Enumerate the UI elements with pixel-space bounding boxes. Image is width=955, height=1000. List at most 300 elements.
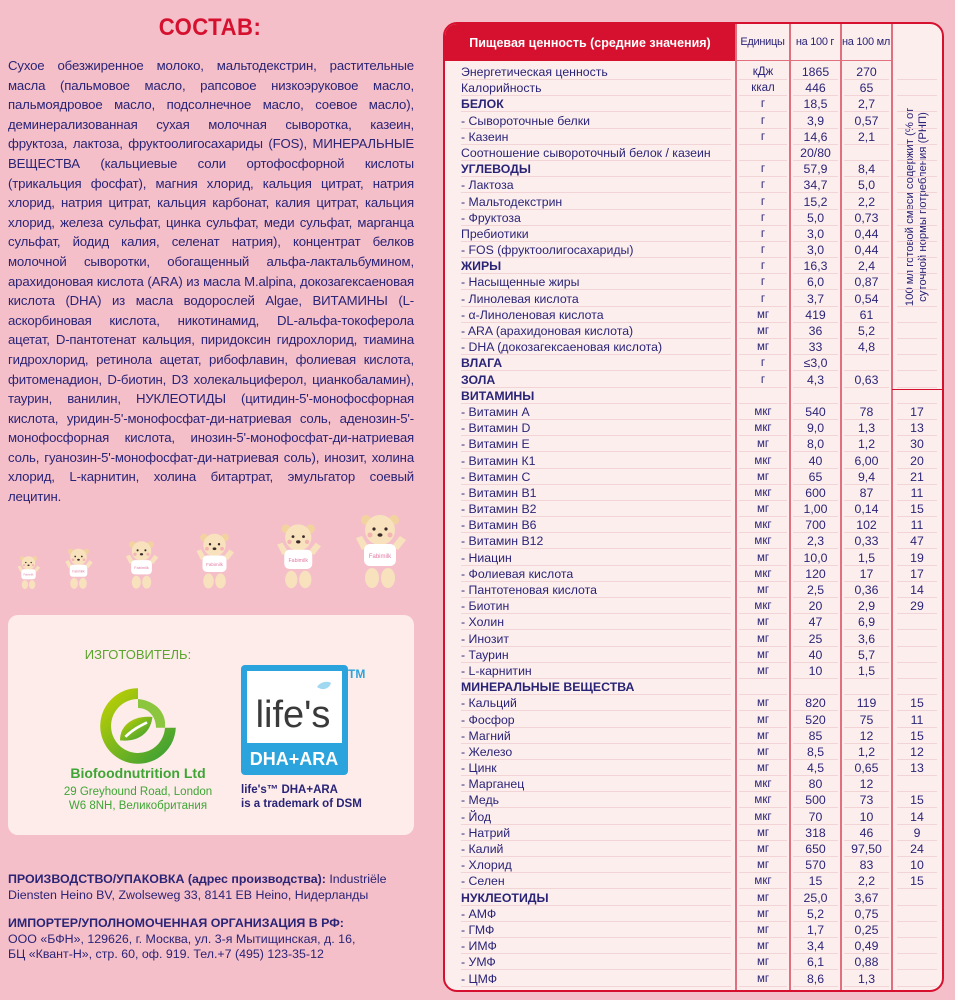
nutrient-name: - Цинк bbox=[461, 760, 731, 776]
rnp-cell bbox=[897, 161, 937, 177]
nutrition-row bbox=[445, 485, 942, 501]
per-100g-cell: 6,0 bbox=[793, 274, 838, 290]
per-100ml-cell: 3,67 bbox=[844, 890, 889, 906]
per-100g-cell: 20/80 bbox=[793, 145, 838, 161]
rnp-cell bbox=[897, 954, 937, 970]
unit-cell: мкг bbox=[739, 776, 787, 792]
per-100g-cell: 25,0 bbox=[793, 890, 838, 906]
per-100ml-cell: 1,3 bbox=[844, 971, 889, 987]
unit-cell: мкг bbox=[739, 404, 787, 420]
lifes-caption-line2: is a trademark of DSM bbox=[241, 798, 362, 810]
per-100ml-cell: 1,5 bbox=[844, 550, 889, 566]
per-100ml-cell: 0,25 bbox=[844, 922, 889, 938]
per-100g-cell bbox=[793, 388, 838, 404]
nutrition-row bbox=[445, 420, 942, 436]
per-100ml-cell bbox=[844, 355, 889, 371]
nutrition-rows bbox=[445, 64, 942, 987]
per-100g-cell: 10,0 bbox=[793, 550, 838, 566]
per-100ml-cell: 0,44 bbox=[844, 226, 889, 242]
rnp-cell: 9 bbox=[897, 825, 937, 841]
teddy-bear-icon bbox=[62, 546, 95, 590]
nutrient-name: - ГМФ bbox=[461, 922, 731, 938]
importer-info bbox=[8, 916, 423, 963]
nutrient-name: - Ниацин bbox=[461, 550, 731, 566]
unit-cell: мг bbox=[739, 825, 787, 841]
per-100g-cell: 3,9 bbox=[793, 113, 838, 129]
nutrient-name: - Хлорид bbox=[461, 857, 731, 873]
unit-cell: мг bbox=[739, 307, 787, 323]
manufacturer-address bbox=[8, 785, 268, 813]
unit-cell: мг bbox=[739, 728, 787, 744]
per-100ml-cell: 2,9 bbox=[844, 598, 889, 614]
per-100g-cell: 5,0 bbox=[793, 210, 838, 226]
rnp-header-line: суточной нормы потребления (РНП) bbox=[917, 111, 929, 302]
nutrition-row bbox=[445, 938, 942, 954]
per-100ml-cell: 0,63 bbox=[844, 372, 889, 388]
unit-cell: мг bbox=[739, 906, 787, 922]
per-100g-cell: 2,3 bbox=[793, 533, 838, 549]
unit-cell: мкг bbox=[739, 533, 787, 549]
per-100ml-cell: 17 bbox=[844, 566, 889, 582]
per-100g-cell: 14,6 bbox=[793, 129, 838, 145]
nutrient-name: МИНЕРАЛЬНЫЕ ВЕЩЕСТВА bbox=[461, 679, 731, 695]
nutrition-row bbox=[445, 922, 942, 938]
nutrient-name: - ARA (арахидоновая кислота) bbox=[461, 323, 731, 339]
per-100g-cell: 36 bbox=[793, 323, 838, 339]
nutrition-row bbox=[445, 242, 942, 258]
nutrition-row bbox=[445, 776, 942, 792]
nutrient-name: - Витамин Е bbox=[461, 436, 731, 452]
unit-cell: мг bbox=[739, 712, 787, 728]
svg-text:Fabimilk: Fabimilk bbox=[368, 554, 392, 560]
bears-illustration bbox=[10, 495, 420, 590]
nutrient-name: - Витамин А bbox=[461, 404, 731, 420]
per-100ml-cell: 5,7 bbox=[844, 647, 889, 663]
per-100g-cell: 40 bbox=[793, 453, 838, 469]
nutrition-row bbox=[445, 404, 942, 420]
nutrition-row bbox=[445, 873, 942, 889]
per-100ml-cell: 97,50 bbox=[844, 841, 889, 857]
per-100ml-cell: 12 bbox=[844, 776, 889, 792]
per-100g-cell: 570 bbox=[793, 857, 838, 873]
unit-cell: мг bbox=[739, 954, 787, 970]
per-100g-cell: 33 bbox=[793, 339, 838, 355]
per-100ml-cell: 4,8 bbox=[844, 339, 889, 355]
nutrition-row bbox=[445, 161, 942, 177]
per-100g-cell: 4,3 bbox=[793, 372, 838, 388]
importer-line2: БЦ «Квант-Н», стр. 60, оф. 919. Тел.+7 (495) 123-35-12 bbox=[8, 947, 324, 961]
per-100g-cell: 57,9 bbox=[793, 161, 838, 177]
rnp-cell bbox=[897, 307, 937, 323]
rnp-cell bbox=[897, 323, 937, 339]
per-100ml-cell: 0,87 bbox=[844, 274, 889, 290]
nutrition-row bbox=[445, 372, 942, 388]
lifes-logo-subtext: DHA+ARA bbox=[249, 749, 339, 769]
rnp-cell: 15 bbox=[897, 695, 937, 711]
rnp-cell bbox=[897, 663, 937, 679]
nutrient-name: - Витамин К1 bbox=[461, 453, 731, 469]
per-100g-cell: 25 bbox=[793, 631, 838, 647]
unit-cell: мг bbox=[739, 631, 787, 647]
per-100ml-cell: 75 bbox=[844, 712, 889, 728]
rnp-cell: 14 bbox=[897, 582, 937, 598]
composition-text: Сухое обезжиренное молоко, мальтодекстрин, растительные масла (пальмовое масло, рапсовое низкоэруковое масло, пальмоядровое масло, подсолнечное масло, соевое масло), деминерализованная сухая молочная сыворотка, казеин, фруктоза, лактоза, фруктоолигосахариды (FOS), МИНЕРАЛЬНЫЕ ВЕЩЕСТВА (кальциевые соли ортофосфорной кислоты (трикальция фосфат), магния хлорид, кальция цитрат, натрия хлорид, натрия цитрат, кальция карбонат, калия цитрат, кальция хлорид, железа сульфат, цинка сульфат, меди сульфат, марганца сульфат, йодид калия, селенат натрия), концентрат белков молочной сыворотки, обогащенный альфа-лактальбумином, арахидоновая кислота (ARA) из масла M.alpina, докозагексаеновая кислота (DHA) из масла водорослей Algae, ВИТАМИНЫ (L-аскорбиновая кислота, никотинамид, DL-альфа-токоферола ацетат, D-пантотенат кальция, пиридоксин гидрохлорид, тиамина гидрохлорид, ретинола ацетат, рибофлавин, фолиевая кислота, фитоменадион, D-биотин, D3 холекальциферол, цианкобаламин), таурин, ванилин, НУКЛЕОТИДЫ (цитидин-5'-монофосфорная кислота, уридин-5'-монофосфат-ди-натриевая соль, аденозин-5'-монофосфорная кислота, инозин-5'-монофосфат-ди-натриевая соль, гуанозин-5'-монофосфат-ди-натриевая соль), инозит, холина хлорид, L-карнитин, холина битартрат, эмульгатор соевый лецитин. bbox=[8, 58, 414, 505]
per-100g-cell: 820 bbox=[793, 695, 838, 711]
per-100ml-cell: 0,65 bbox=[844, 760, 889, 776]
per-100g-cell: 3,0 bbox=[793, 242, 838, 258]
per-100ml-cell: 1,2 bbox=[844, 744, 889, 760]
nutrition-row bbox=[445, 841, 942, 857]
unit-cell: мг bbox=[739, 841, 787, 857]
unit-cell: мг bbox=[739, 760, 787, 776]
per-100g-cell: 3,0 bbox=[793, 226, 838, 242]
units-header: Единицы bbox=[736, 24, 789, 61]
nutrient-name: Пребиотики bbox=[461, 226, 731, 242]
nutrition-row bbox=[445, 436, 942, 452]
nutrition-row bbox=[445, 550, 942, 566]
rnp-cell bbox=[897, 226, 937, 242]
unit-cell: г bbox=[739, 113, 787, 129]
per-100g-cell: 10 bbox=[793, 663, 838, 679]
per-100ml-cell: 6,00 bbox=[844, 453, 889, 469]
nutrient-name: - Фолиевая кислота bbox=[461, 566, 731, 582]
per-100ml-cell: 87 bbox=[844, 485, 889, 501]
per-100ml-cell: 1,2 bbox=[844, 436, 889, 452]
nutrient-name: - Витамин В1 bbox=[461, 485, 731, 501]
unit-cell: мг bbox=[739, 501, 787, 517]
unit-cell: мг bbox=[739, 647, 787, 663]
manufacturer-name: Biofoodnutrition Ltd bbox=[70, 765, 206, 781]
unit-cell: мкг bbox=[739, 873, 787, 889]
rnp-cell bbox=[897, 631, 937, 647]
unit-cell: мг bbox=[739, 695, 787, 711]
per-100g-header: на 100 г bbox=[790, 24, 840, 61]
nutrient-name: Калорийность bbox=[461, 80, 731, 96]
per-100ml-cell: 10 bbox=[844, 809, 889, 825]
unit-cell: мкг bbox=[739, 809, 787, 825]
unit-cell: ккал bbox=[739, 80, 787, 96]
nutrient-name: - DHA (докозагексаеновая кислота) bbox=[461, 339, 731, 355]
nutrition-row bbox=[445, 712, 942, 728]
unit-cell: г bbox=[739, 129, 787, 145]
per-100ml-cell: 73 bbox=[844, 792, 889, 808]
rnp-cell bbox=[897, 291, 937, 307]
rnp-cell bbox=[897, 355, 937, 371]
nutrient-name: - Лактоза bbox=[461, 177, 731, 193]
nutrition-row bbox=[445, 809, 942, 825]
manufacturer-box bbox=[8, 615, 414, 835]
nutrient-name: - Казеин bbox=[461, 129, 731, 145]
rnp-cell: 10 bbox=[897, 857, 937, 873]
unit-cell: г bbox=[739, 274, 787, 290]
rnp-cell bbox=[897, 647, 937, 663]
per-100g-cell: 446 bbox=[793, 80, 838, 96]
per-100g-cell: 34,7 bbox=[793, 177, 838, 193]
per-100ml-cell: 61 bbox=[844, 307, 889, 323]
per-100g-cell: 540 bbox=[793, 404, 838, 420]
nutrition-row bbox=[445, 113, 942, 129]
rnp-cell: 13 bbox=[897, 420, 937, 436]
nutrient-name: - Холин bbox=[461, 614, 731, 630]
per-100g-cell: 15,2 bbox=[793, 194, 838, 210]
per-100ml-cell: 3,6 bbox=[844, 631, 889, 647]
per-100g-cell: 650 bbox=[793, 841, 838, 857]
nutrition-row bbox=[445, 96, 942, 112]
nutrient-name: - Мальтодекстрин bbox=[461, 194, 731, 210]
manufacturer-address-line1: 29 Greyhound Road, London bbox=[63, 786, 213, 798]
production-address bbox=[8, 872, 423, 903]
per-100g-cell: 65 bbox=[793, 469, 838, 485]
nutrition-row bbox=[445, 614, 942, 630]
unit-cell: мг bbox=[739, 922, 787, 938]
nutrient-name: - АМФ bbox=[461, 906, 731, 922]
per-100g-cell bbox=[793, 679, 838, 695]
per-100ml-cell bbox=[844, 388, 889, 404]
unit-cell: мг bbox=[739, 323, 787, 339]
rnp-header-line: 100 мл готовой смеси содержит (% от bbox=[904, 107, 916, 306]
trademark-mark: TM bbox=[348, 667, 366, 681]
per-100g-cell: 3,4 bbox=[793, 938, 838, 954]
teddy-bear-icon bbox=[192, 530, 237, 590]
nutrition-row bbox=[445, 210, 942, 226]
manufacturer-address-line2: W6 8NH, Великобритания bbox=[68, 800, 208, 812]
nutrition-row bbox=[445, 631, 942, 647]
per-100g-cell: 18,5 bbox=[793, 96, 838, 112]
nutrition-row bbox=[445, 598, 942, 614]
nutrition-row bbox=[445, 533, 942, 549]
nutrient-name: УГЛЕВОДЫ bbox=[461, 161, 731, 177]
per-100g-cell: 520 bbox=[793, 712, 838, 728]
svg-text:Fabimilk: Fabimilk bbox=[23, 573, 34, 577]
per-100ml-cell: 270 bbox=[844, 64, 889, 80]
nutrient-name: Соотношение сывороточный белок / казеин bbox=[461, 145, 731, 161]
nutrition-row bbox=[445, 339, 942, 355]
nutrient-name: НУКЛЕОТИДЫ bbox=[461, 890, 731, 906]
nutrition-row bbox=[445, 258, 942, 274]
per-100ml-cell: 0,49 bbox=[844, 938, 889, 954]
unit-cell: г bbox=[739, 210, 787, 226]
rnp-cell: 30 bbox=[897, 436, 937, 452]
nutrient-name: - Биотин bbox=[461, 598, 731, 614]
rnp-cell bbox=[897, 64, 937, 80]
per-100ml-cell: 1,3 bbox=[844, 420, 889, 436]
per-100ml-cell: 6,9 bbox=[844, 614, 889, 630]
rnp-cell bbox=[897, 177, 937, 193]
nutrient-name: - Витамин С bbox=[461, 469, 731, 485]
unit-cell: мкг bbox=[739, 566, 787, 582]
rnp-cell bbox=[897, 679, 937, 695]
unit-cell: мг bbox=[739, 890, 787, 906]
per-100g-cell: 1,7 bbox=[793, 922, 838, 938]
nutrition-row bbox=[445, 792, 942, 808]
per-100g-cell: 85 bbox=[793, 728, 838, 744]
nutrient-name: - Натрий bbox=[461, 825, 731, 841]
unit-cell bbox=[739, 388, 787, 404]
per-100g-cell: 318 bbox=[793, 825, 838, 841]
per-100g-cell: 8,6 bbox=[793, 971, 838, 987]
nutrient-name: - ИМФ bbox=[461, 938, 731, 954]
unit-cell: мг bbox=[739, 857, 787, 873]
per-100ml-cell: 83 bbox=[844, 857, 889, 873]
rnp-cell: 17 bbox=[897, 404, 937, 420]
nutrient-name: Энергетическая ценность bbox=[461, 64, 731, 80]
rnp-cell: 15 bbox=[897, 501, 937, 517]
nutrient-name: - Инозит bbox=[461, 631, 731, 647]
nutrient-name: - Насыщенные жиры bbox=[461, 274, 731, 290]
nutrition-row bbox=[445, 226, 942, 242]
nutrition-row bbox=[445, 825, 942, 841]
per-100g-cell: 80 bbox=[793, 776, 838, 792]
per-100ml-cell: 102 bbox=[844, 517, 889, 533]
rnp-cell: 21 bbox=[897, 469, 937, 485]
rnp-cell bbox=[897, 242, 937, 258]
rnp-cell bbox=[897, 922, 937, 938]
per-100ml-cell: 2,4 bbox=[844, 258, 889, 274]
nutrition-row bbox=[445, 355, 942, 371]
unit-cell: мг bbox=[739, 744, 787, 760]
nutrient-name: - Сывороточные белки bbox=[461, 113, 731, 129]
unit-cell: мкг bbox=[739, 598, 787, 614]
nutrition-row bbox=[445, 274, 942, 290]
unit-cell: мг bbox=[739, 971, 787, 987]
per-100g-cell: 16,3 bbox=[793, 258, 838, 274]
nutrition-row bbox=[445, 80, 942, 96]
rnp-cell bbox=[897, 938, 937, 954]
unit-cell: мг bbox=[739, 663, 787, 679]
unit-cell: мг bbox=[739, 582, 787, 598]
per-100g-cell: 15 bbox=[793, 873, 838, 889]
rnp-cell: 11 bbox=[897, 485, 937, 501]
per-100ml-cell: 9,4 bbox=[844, 469, 889, 485]
nutrient-name: ЗОЛА bbox=[461, 372, 731, 388]
nutrient-name: - Магний bbox=[461, 728, 731, 744]
teddy-bear-icon bbox=[122, 538, 161, 590]
nutrition-row bbox=[445, 760, 942, 776]
per-100ml-cell: 78 bbox=[844, 404, 889, 420]
per-100g-cell: 40 bbox=[793, 647, 838, 663]
per-100ml-cell: 65 bbox=[844, 80, 889, 96]
svg-text:Fabimilk: Fabimilk bbox=[72, 569, 85, 574]
teddy-bear-icon bbox=[272, 520, 325, 590]
rnp-cell bbox=[897, 145, 937, 161]
rnp-cell: 11 bbox=[897, 517, 937, 533]
nutrition-row bbox=[445, 388, 942, 404]
nutrient-name: - Селен bbox=[461, 873, 731, 889]
per-100g-cell: 1,00 bbox=[793, 501, 838, 517]
rnp-cell: 17 bbox=[897, 566, 937, 582]
rnp-cell bbox=[897, 372, 937, 388]
nutrition-row bbox=[445, 453, 942, 469]
rnp-cell: 29 bbox=[897, 598, 937, 614]
manufacturer-label: ИЗГОТОВИТЕЛЬ: bbox=[84, 647, 192, 662]
unit-cell: мг bbox=[739, 614, 787, 630]
nutrient-name: БЕЛОК bbox=[461, 96, 731, 112]
nutrient-name: - Марганец bbox=[461, 776, 731, 792]
rnp-cell: 13 bbox=[897, 760, 937, 776]
rnp-cell: 11 bbox=[897, 712, 937, 728]
teddy-bear-icon bbox=[350, 510, 410, 590]
nutrition-row bbox=[445, 663, 942, 679]
nutrition-row bbox=[445, 566, 942, 582]
nutrient-name: - Витамин D bbox=[461, 420, 731, 436]
per-100g-cell: 2,5 bbox=[793, 582, 838, 598]
per-100g-cell: 120 bbox=[793, 566, 838, 582]
nutrition-row bbox=[445, 517, 942, 533]
per-100ml-cell: 0,73 bbox=[844, 210, 889, 226]
per-100g-cell: 419 bbox=[793, 307, 838, 323]
nutrient-name: - УМФ bbox=[461, 954, 731, 970]
nutrition-row bbox=[445, 307, 942, 323]
per-100ml-cell: 0,54 bbox=[844, 291, 889, 307]
per-100ml-cell: 119 bbox=[844, 695, 889, 711]
per-100ml-cell: 5,2 bbox=[844, 323, 889, 339]
nutrition-row bbox=[445, 291, 942, 307]
per-100g-cell: 8,5 bbox=[793, 744, 838, 760]
per-100ml-header: на 100 мл bbox=[841, 24, 891, 61]
nutrient-name: - Йод bbox=[461, 809, 731, 825]
composition-title: СОСТАВ: bbox=[158, 14, 262, 41]
rnp-cell: 47 bbox=[897, 533, 937, 549]
unit-cell bbox=[739, 679, 787, 695]
nutrient-name: - Таурин bbox=[461, 647, 731, 663]
per-100ml-cell: 0,33 bbox=[844, 533, 889, 549]
per-100g-cell: 47 bbox=[793, 614, 838, 630]
per-100ml-cell: 8,4 bbox=[844, 161, 889, 177]
nutrition-row bbox=[445, 890, 942, 906]
importer-line1: ООО «БФН», 129626, г. Москва, ул. 3-я Мытищинская, д. 16, bbox=[8, 931, 356, 946]
rnp-cell: 14 bbox=[897, 809, 937, 825]
per-100g-cell: 3,7 bbox=[793, 291, 838, 307]
lifes-caption bbox=[241, 783, 362, 811]
unit-cell: г bbox=[739, 372, 787, 388]
production-label: ПРОИЗВОДСТВО/УПАКОВКА (адрес производства): bbox=[8, 872, 326, 886]
unit-cell: мг bbox=[739, 550, 787, 566]
per-100g-cell: 9,0 bbox=[793, 420, 838, 436]
unit-cell: г bbox=[739, 96, 787, 112]
biofoodnutrition-leaf-logo-icon bbox=[93, 681, 183, 771]
unit-cell: г bbox=[739, 194, 787, 210]
svg-text:Fabimilk: Fabimilk bbox=[206, 562, 223, 567]
unit-cell: мг bbox=[739, 469, 787, 485]
importer-label: ИМПОРТЕР/УПОЛНОМОЧЕННАЯ ОРГАНИЗАЦИЯ В РФ: bbox=[8, 916, 344, 930]
rnp-cell bbox=[897, 776, 937, 792]
per-100g-cell: 8,0 bbox=[793, 436, 838, 452]
unit-cell: г bbox=[739, 291, 787, 307]
nutrition-row bbox=[445, 679, 942, 695]
nutrient-name: - Линолевая кислота bbox=[461, 291, 731, 307]
per-100ml-cell: 0,57 bbox=[844, 113, 889, 129]
svg-text:Fabimilk: Fabimilk bbox=[134, 565, 149, 571]
rnp-cell: 20 bbox=[897, 453, 937, 469]
nutrient-name: - Фосфор bbox=[461, 712, 731, 728]
per-100ml-cell: 0,88 bbox=[844, 954, 889, 970]
per-100ml-cell: 0,44 bbox=[844, 242, 889, 258]
unit-cell: кДж bbox=[739, 64, 787, 80]
nutrition-row bbox=[445, 129, 942, 145]
nutrient-name: - Витамин В2 bbox=[461, 501, 731, 517]
nutrition-table-title: Пищевая ценность (средние значения) bbox=[445, 24, 735, 61]
nutrition-row bbox=[445, 501, 942, 517]
lifes-logo-text: life's bbox=[255, 694, 331, 736]
per-100g-cell: ≤3,0 bbox=[793, 355, 838, 371]
nutrition-row bbox=[445, 64, 942, 80]
nutrition-row bbox=[445, 954, 942, 970]
nutrition-row bbox=[445, 647, 942, 663]
nutrient-name: - Калий bbox=[461, 841, 731, 857]
unit-cell: г bbox=[739, 355, 787, 371]
nutrition-row bbox=[445, 728, 942, 744]
rnp-cell bbox=[897, 614, 937, 630]
